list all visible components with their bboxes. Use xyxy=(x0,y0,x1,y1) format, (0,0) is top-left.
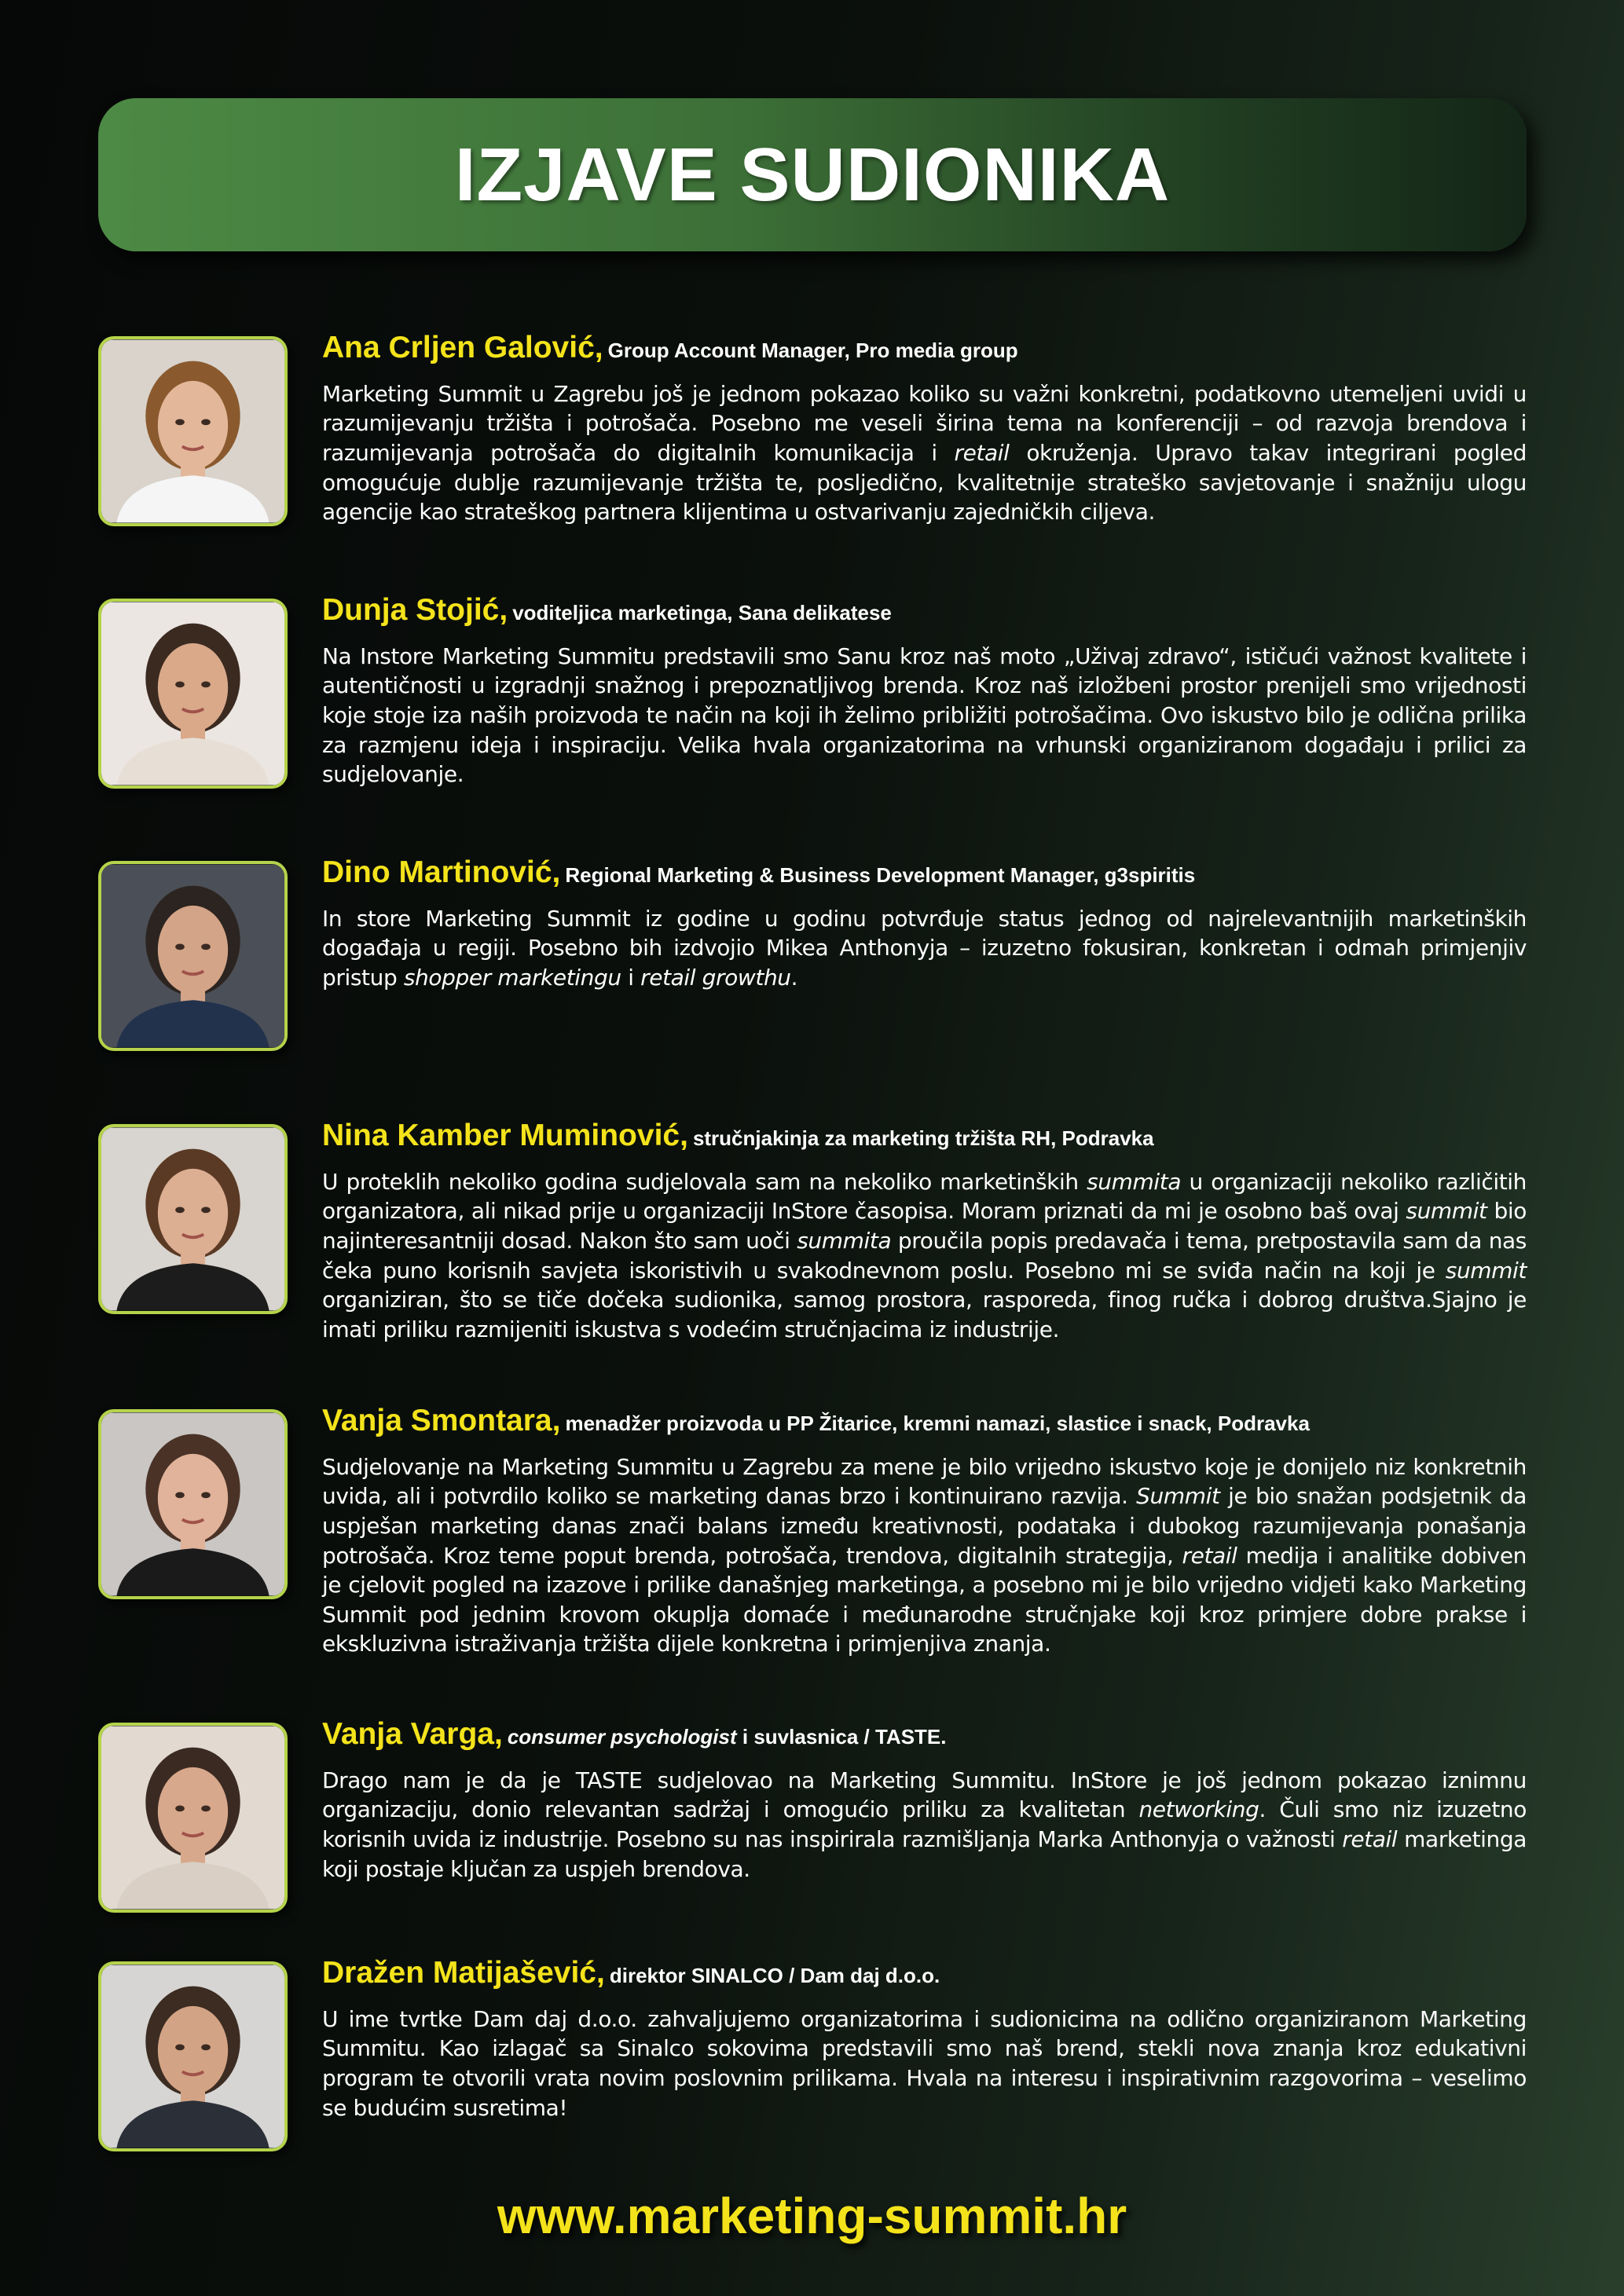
speaker-role-text: menadžer proizvoda u PP Žitarice, kremni namazi, slastice i snack, Podravka xyxy=(565,1412,1310,1435)
testimonial-heading xyxy=(322,1718,1527,1752)
testimonial-text xyxy=(322,331,1527,527)
portrait-photo xyxy=(98,1723,288,1913)
portrait-photo xyxy=(98,861,288,1051)
speaker-role-text: direktor SINALCO / Dam daj d.o.o. xyxy=(609,1964,940,1987)
testimonial-heading xyxy=(322,1404,1527,1438)
testimonial-heading xyxy=(322,331,1527,365)
website-url[interactable]: www.marketing-summit.hr xyxy=(497,2188,1127,2244)
testimonial-body xyxy=(322,1766,1527,1884)
speaker-role xyxy=(608,339,1018,362)
speaker-role xyxy=(610,1964,940,1987)
testimonial-heading xyxy=(322,856,1527,890)
page-title: IZJAVE SUDIONIKA xyxy=(454,132,1171,217)
portrait-photo xyxy=(98,336,288,526)
body-text-segment: okruženja. Upravo takav integrirani pogled omogućuje dublje razumijevanje tržišta te, posljedično, kvalitetnije strateško savjetovanje i snažniju ulogu agencije kao strateškog partnera klijentima u ostvarivanju zajedničkih ciljeva. xyxy=(322,440,1527,525)
body-italic-term: retail xyxy=(1182,1542,1237,1569)
body-text-segment: i xyxy=(621,965,641,991)
testimonial-body xyxy=(322,379,1527,527)
speaker-role xyxy=(693,1126,1154,1150)
testimonial-text xyxy=(322,1404,1527,1659)
body-text-segment: . xyxy=(790,965,798,991)
body-text-segment: U proteklih nekoliko godina sudjelovala sam na nekoliko marketinških xyxy=(322,1168,1087,1195)
body-italic-term: Summit xyxy=(1136,1483,1220,1510)
testimonial-text xyxy=(322,594,1527,789)
body-italic-term: summita xyxy=(1087,1168,1182,1195)
speaker-role-text: Regional Marketing & Business Development Manager, g3spiritis xyxy=(565,863,1196,887)
testimonial-text xyxy=(322,1957,1527,2122)
speaker-role xyxy=(565,863,1195,887)
portrait-photo xyxy=(98,1961,288,2151)
body-text-segment: Drago nam je da je TASTE sudjelovao na Marketing Summitu. InStore je još jednom pokazao iznimnu organizaciju, donio relevantan sadržaj i omogućio priliku za kvalitetan xyxy=(322,1767,1527,1823)
body-text-segment: marketinga koji postaje ključan za uspjeh brendova. xyxy=(322,1826,1527,1882)
portrait-photo xyxy=(98,599,288,789)
body-text-segment: Sudjelovanje na Marketing Summitu u Zagrebu za mene je bilo vrijedno iskustvo koje je donijelo niz konkretnih uvida, ali i potvrdilo koliko se marketing danas brzo i kontinuirano razvija. xyxy=(322,1453,1527,1510)
testimonial-body xyxy=(322,642,1527,789)
body-italic-term: retail xyxy=(954,440,1010,467)
body-text-segment: organiziran, što se tiče dočeka sudionika, samog prostora, rasporeda, finog ručka i dobrog društva.Sjajno je imati priliku razmijeniti iskustva s vodećim stručnjacima iz industrije. xyxy=(322,1287,1527,1342)
speaker-name: Vanja Smontara, xyxy=(322,1404,561,1437)
speaker-role-italic: consumer psychologist xyxy=(507,1725,737,1749)
speaker-role-text: Group Account Manager, Pro media group xyxy=(607,339,1018,362)
body-italic-term: summit xyxy=(1445,1257,1527,1283)
testimonial-heading xyxy=(322,594,1527,628)
speaker-name: Dražen Matijašević, xyxy=(322,1956,605,1990)
speaker-role xyxy=(565,1412,1309,1435)
testimonial-text xyxy=(322,856,1527,993)
speaker-role-text: i suvlasnica / TASTE. xyxy=(736,1725,947,1749)
body-text-segment: proučila popis predavača i tema, pretpostavila sam da nas čeka puno korisnih savjeta iskoristivih u svakodnevnom poslu. Posebno mi se sviđa način na koji je xyxy=(322,1228,1527,1283)
body-italic-term: shopper marketingu xyxy=(403,965,621,991)
body-text-segment: U ime tvrtke Dam daj d.o.o. zahvaljujemo organizatorima i sudionicima na odlično organiziranom Marketing Summitu. Kao izlagač sa Sinalco sokovima predstavili smo naš brend, stekli nova znanja kroz edukativni program te otvorili vrata novim poslovnim prilikama. Hvala na interesu i inspirativnim razgovorima – veselimo se budućim susretima! xyxy=(322,2005,1527,2121)
body-text-segment: u organizaciji nekoliko različitih organizatora, ali nikad prije u organizaciji InStore časopisa. Moram priznati da mi je osobno baš ovaj xyxy=(322,1168,1527,1225)
body-text-segment: bio najinteresantniji dosad. Nakon što sam uoči xyxy=(322,1198,1527,1254)
testimonial-text xyxy=(322,1119,1527,1344)
speaker-role-text: voditeljica marketinga, Sana delikatese xyxy=(512,601,892,624)
speaker-role xyxy=(512,601,892,624)
testimonial-body xyxy=(322,1167,1527,1345)
body-text-segment: medija i analitike dobiven je cjelovit pogled na izazove i prilike današnjeg marketinga, a posebno mi je bilo vrijedno vidjeti kako Marketing Summit pod jednim krovom okuplja domaće i međunarodne stručnjake koji kroz primjere dobre prakse i ekskluzivna istraživanja tržišta dijele konkretna i primjenjiva znanja. xyxy=(322,1542,1527,1657)
body-italic-term: retail xyxy=(1342,1826,1398,1853)
body-text-segment: Na Instore Marketing Summitu predstavili smo Sanu kroz naš moto „Uživaj zdravo“, ističući važnost kvalitete i autentičnosti u izgradnji snažnog i prepoznatljivog brenda. Kroz naš izložbeni prostor prenijeli smo vrijednosti koje stoje iza naših proizvoda te način na koji ih želimo približiti potrošačima. Ovo iskustvo bilo je odlična prilika za razmjenu ideja i inspiraciju. Velika hvala organizatorima na vrhunski organiziranom događaju i prilici za sudjelovanje. xyxy=(322,643,1527,788)
body-italic-term: retail growthu xyxy=(640,965,791,991)
portrait-photo xyxy=(98,1409,288,1599)
speaker-name: Vanja Varga, xyxy=(322,1717,503,1751)
body-text-segment: In store Marketing Summit iz godine u godinu potvrđuje status jednog od najrelevantnijih marketinških događaja u regiji. Posebno bih izdvojio Mikea Anthonyja – izuzetno fokusiran, konkretan i odmah primjenjiv pristup xyxy=(322,905,1527,991)
body-italic-term: networking xyxy=(1138,1796,1259,1823)
testimonial-text xyxy=(322,1718,1527,1884)
body-text-segment: Marketing Summit u Zagrebu još je jednom pokazao koliko su važni konkretni, podatkovno utemeljeni uvidi u razumijevanju tržišta i potrošača. Posebno me veseli širina tema na konferenciji – od razvoja brendova i razumijevanja potrošača do digitalnih komunikacija i xyxy=(322,380,1527,467)
portrait-photo xyxy=(98,1124,288,1314)
testimonial-body xyxy=(322,1452,1527,1659)
testimonial-body xyxy=(322,904,1527,993)
testimonial-heading xyxy=(322,1119,1527,1153)
body-italic-term: summita xyxy=(797,1228,892,1254)
body-text-segment: . Čuli smo niz izuzetno korisnih uvida iz industrije. Posebno su nas inspirirala razmišljanja Marka Anthonyja o važnosti xyxy=(322,1796,1527,1853)
speaker-name: Dino Martinović, xyxy=(322,855,561,889)
body-text-segment: je bio snažan podsjetnik da uspješan marketing danas znači balans između kreativnosti, podataka i dubokog razumijevanja ponašanja potrošača. Kroz teme poput brenda, potrošača, trendova, digitalnih strategija, xyxy=(322,1483,1527,1569)
body-italic-term: summit xyxy=(1406,1198,1487,1225)
speaker-name: Dunja Stojić, xyxy=(322,593,508,627)
speaker-name: Ana Crljen Galović, xyxy=(322,331,603,364)
testimonial-heading xyxy=(322,1957,1527,1990)
testimonial-body xyxy=(322,2005,1527,2122)
speaker-role xyxy=(508,1725,947,1749)
title-banner xyxy=(98,98,1527,251)
speaker-role-text: stručnjakinja za marketing tržišta RH, Podravka xyxy=(692,1126,1154,1150)
speaker-name: Nina Kamber Muminović, xyxy=(322,1119,688,1152)
